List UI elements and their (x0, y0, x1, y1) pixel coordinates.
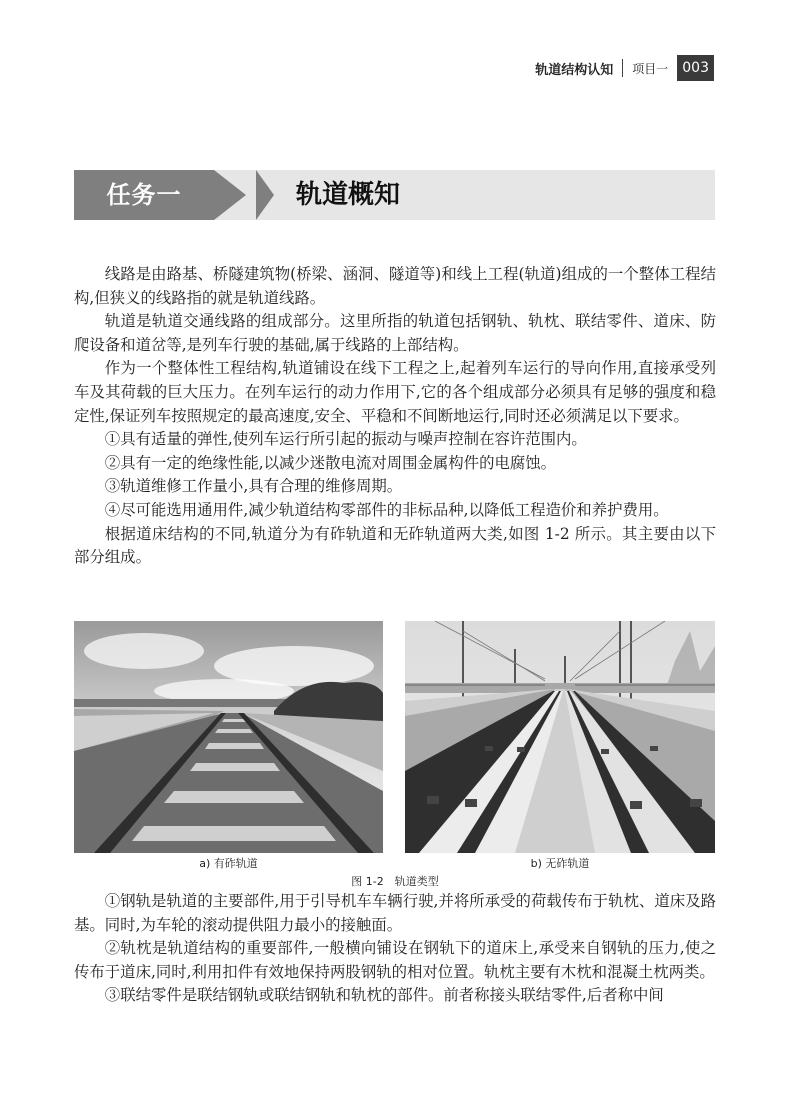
task-banner (74, 170, 715, 220)
paragraph: ④尽可能选用通用件,减少轨道结构零部件的非标品种,以降低工程造价和养护费用。 (104, 500, 669, 519)
body-text-top (74, 263, 716, 570)
figure-title: 图 1-2 轨道类型 (351, 875, 439, 888)
paragraph: ②具有一定的绝缘性能,以减少迷散电流对周围金属构件的电腐蚀。 (104, 453, 557, 472)
book-title: 轨道结构认知 (535, 62, 614, 78)
figure-caption-a: a) 有砟轨道 (199, 857, 258, 870)
paragraph: ②轨枕是轨道结构的重要部件,一般横向铺设在钢轨下的道床上,承受来自钢轨的压力,使之传布于道床,同时,利用扣件有效地保持两股钢轨的相对位置。轨枕主要有木枕和混凝土枕两类。 (74, 939, 716, 981)
paragraph: 根据道床结构的不同,轨道分为有砟轨道和无砟轨道两大类,如图 1-2 所示。其主要由以下部分组成。 (74, 524, 716, 567)
page-number: 003 (677, 55, 714, 81)
paragraph: 作为一个整体性工程结构,轨道铺设在线下工程之上,起着列车运行的导向作用,直接承受列车及其荷载的巨大压力。在列车运行的动力作用下,它的各个组成部分必须具有足够的强度和稳定性,保证列车按照规定的最高速度,安全、平稳和不间断地运行,同时还必须满足以下要求。 (74, 359, 716, 425)
paragraph: ①具有适量的弹性,使列车运行所引起的振动与噪声控制在容许范围内。 (104, 430, 587, 449)
paragraph: ③轨道维修工作量小,具有合理的维修周期。 (104, 477, 403, 496)
banner-arrow-secondary (256, 170, 274, 220)
task-label: 任务一 (74, 170, 214, 220)
paragraph: ①钢轨是轨道的主要部件,用于引导机车车辆行驶,并将所承受的荷载传布于轨枕、道床及路基。同时,为车轮的滚动提供阻力最小的接触面。 (74, 892, 716, 934)
paragraph: 轨道是轨道交通线路的组成部分。这里所指的轨道包括钢轨、轨枕、联结零件、道床、防爬设备和道岔等,是列车行驶的基础,属于线路的上部结构。 (74, 312, 716, 354)
body-text-bottom (74, 890, 716, 1008)
header-divider (622, 59, 623, 77)
running-header (535, 55, 714, 81)
paragraph: 线路是由路基、桥隧建筑物(桥梁、涵洞、隧道等)和线上工程(轨道)组成的一个整体工程结构,但狭义的线路指的就是轨道线路。 (74, 265, 716, 307)
task-title: 轨道概知 (296, 180, 401, 210)
figure-caption-b: b) 无砟轨道 (530, 857, 590, 870)
project-label: 项目一 (632, 61, 669, 76)
banner-arrow (214, 170, 246, 220)
ballastless-track-photo (405, 621, 715, 853)
ballasted-track-photo (74, 621, 383, 853)
paragraph: ③联结零件是联结钢轨或联结钢轨和轨枕的部件。前者称接头联结零件,后者称中间 (104, 986, 664, 1005)
